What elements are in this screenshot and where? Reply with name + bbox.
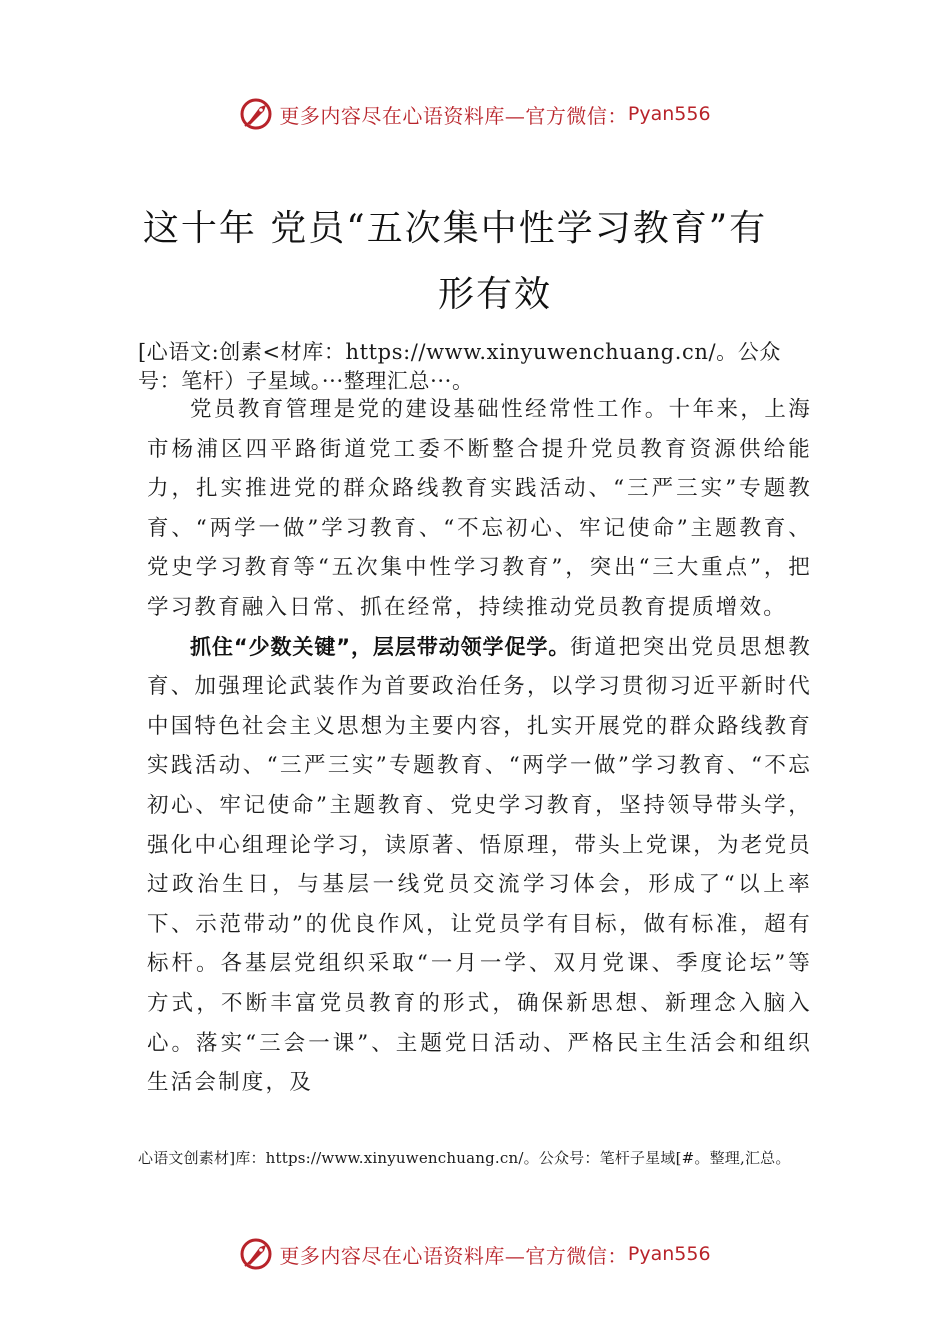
header-banner-text: 更多内容尽在心语资料库—官方微信： xyxy=(279,103,628,128)
pen-nib-logo-icon xyxy=(239,96,275,132)
paragraph-text: 街道把突出党员思想教育、加强理论武装作为首要政治任务，以学习贯彻习近平新时代中国特色社会主义思想为主要内容，扎实开展党的群众路线教育实践活动、“三严三实”专题教育、“两学一做”学习教育、“不忘初心、牢记使命”主题教育、党史学习教育，坚持领导带头学，强化中心组理论学习，读原著、悟原理，带头上党课，为老党员过政治生日，与基层一线党员交流学习体会，形成了“以上率下、示范带动”的优良作风，让党员学有目标，做有标准，超有标杆。各基层党组织采取“一月一学、双月党课、季度论坛”等方式，不断丰富党员教育的形式，确保新思想、新理念入脑入心。落实“三会一课”、主题党日活动、严格民主生活会和组织生活会制度，及 xyxy=(147,634,812,1096)
footer-banner xyxy=(0,1232,950,1276)
source-note: [心语文:创素<材库：https://www.xinyuwenchuang.cn/。公众号：笔杆）子星域。···整理汇总···。 xyxy=(138,340,781,393)
paragraph-lead-heading: 抓住“少数关键”，层层带动领学促学。 xyxy=(190,634,571,659)
article-body xyxy=(147,390,812,1103)
header-banner xyxy=(0,92,950,136)
footer-banner-text: 更多内容尽在心语资料库—官方微信： xyxy=(279,1243,628,1268)
footer-banner-wechat-id: Pyan556 xyxy=(627,1243,711,1265)
paragraph-key-minority xyxy=(147,628,812,1103)
paragraph-intro: 党员教育管理是党的建设基础性经常性工作。十年来，上海市杨浦区四平路街道党工委不断整合提升党员教育资源供给能力，扎实推进党的群众路线教育实践活动、“三严三实”专题教育、“两学一做”学习教育、“不忘初心、牢记使命”主题教育、党史学习教育等“五次集中性学习教育”，突出“三大重点”，把学习教育融入日常、抓在经常，持续推动党员教育提质增效。 xyxy=(147,397,812,620)
page-title-line-1: 这十年 党员“五次集中性学习教育”有 xyxy=(142,208,768,249)
page-title-line-2: 形有效 xyxy=(437,274,552,315)
header-banner-wechat-id: Pyan556 xyxy=(627,103,711,125)
footer-source-note: 心语文创素材]库：https://www.xinyuwenchuang.cn/。公众号：笔杆子星域[#。整理,汇总。 xyxy=(138,1149,791,1167)
pen-nib-logo-icon xyxy=(239,1236,275,1272)
